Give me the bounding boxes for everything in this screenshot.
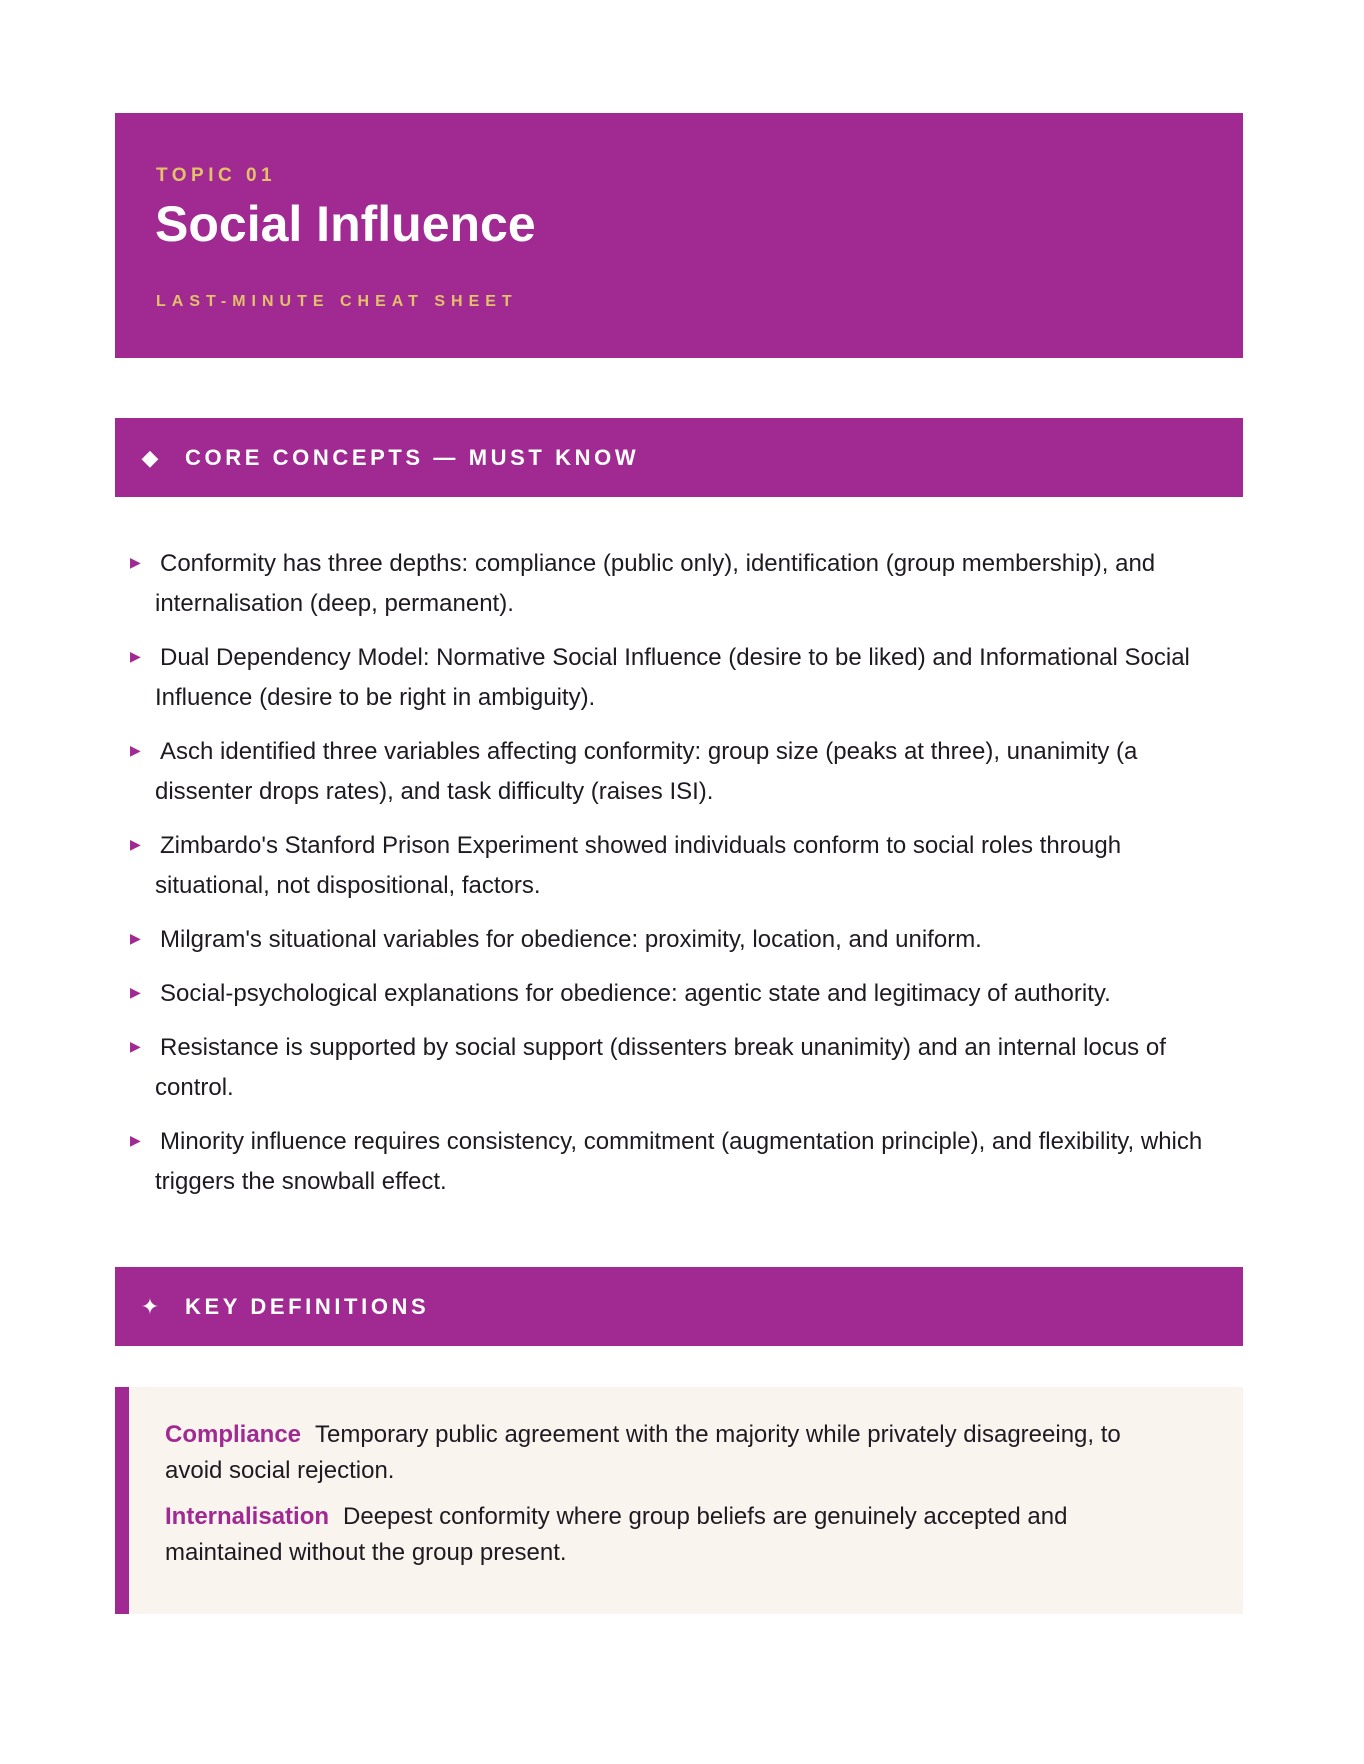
diamond-icon: ◆: [141, 445, 159, 470]
title-banner: [115, 113, 1243, 358]
key-definitions-heading: KEY DEFINITIONS: [185, 1294, 430, 1319]
bullet-arrow-icon: ▶: [130, 930, 141, 946]
core-concepts-list: [115, 544, 1243, 1216]
definition-text: Temporary public agreement with the majority while privately disagreeing, to avoid social rejection.: [165, 1421, 1121, 1484]
list-item-text: Zimbardo's Stanford Prison Experiment showed individuals conform to social roles through situational, not dispositional, factors.: [155, 832, 1122, 899]
key-definitions-header: [115, 1267, 1243, 1346]
bullet-arrow-icon: ▶: [130, 1132, 141, 1148]
bullet-arrow-icon: ▶: [130, 1038, 141, 1054]
bullet-arrow-icon: ▶: [130, 742, 141, 758]
four-point-star-icon: ✦: [140, 1294, 160, 1319]
page-title: Social Influence: [155, 196, 536, 252]
accent-rule: [115, 1387, 129, 1614]
core-concepts-heading: CORE CONCEPTS — MUST KNOW: [185, 445, 640, 470]
list-item-text: Social-psychological explanations for obedience: agentic state and legitimacy of authority.: [160, 980, 1111, 1007]
definition-term: Internalisation: [165, 1503, 330, 1530]
list-item: [115, 638, 1243, 718]
bullet-arrow-icon: ▶: [130, 984, 141, 1000]
core-concepts-header: [115, 418, 1243, 497]
list-item: [115, 544, 1243, 624]
list-item-text: Resistance is supported by social support (dissenters break unanimity) and an internal locus of control.: [155, 1034, 1166, 1101]
list-item: [115, 732, 1243, 812]
definition-entry: [165, 1417, 1165, 1489]
topic-label: TOPIC 01: [156, 165, 277, 186]
bullet-arrow-icon: ▶: [130, 836, 141, 852]
list-item-text: Conformity has three depths: compliance (public only), identification (group membership), and internalisation (deep, permanent).: [155, 550, 1156, 617]
definition-term: Compliance: [165, 1421, 302, 1448]
list-item-text: Dual Dependency Model: Normative Social Influence (desire to be liked) and Informational Social Influence (desire to be right in ambiguity).: [155, 644, 1190, 711]
list-item: [115, 1028, 1243, 1108]
bullet-arrow-icon: ▶: [130, 554, 141, 570]
definition-text: Deepest conformity where group beliefs are genuinely accepted and maintained without the group present.: [165, 1503, 1068, 1566]
page-subtitle: LAST-MINUTE CHEAT SHEET: [156, 293, 518, 310]
definition-entry: [165, 1499, 1165, 1571]
list-item-text: Milgram's situational variables for obedience: proximity, location, and uniform.: [160, 926, 982, 953]
list-item: [115, 1122, 1243, 1202]
definitions-box: [115, 1387, 1243, 1614]
list-item: [115, 920, 1243, 960]
list-item: [115, 974, 1243, 1014]
list-item-text: Minority influence requires consistency, commitment (augmentation principle), and flexibility, which triggers the snowball effect.: [155, 1128, 1203, 1195]
list-item: [115, 826, 1243, 906]
bullet-arrow-icon: ▶: [130, 648, 141, 664]
list-item-text: Asch identified three variables affecting conformity: group size (peaks at three), unanimity (a dissenter drops rates), and task difficulty (raises ISI).: [155, 738, 1138, 805]
